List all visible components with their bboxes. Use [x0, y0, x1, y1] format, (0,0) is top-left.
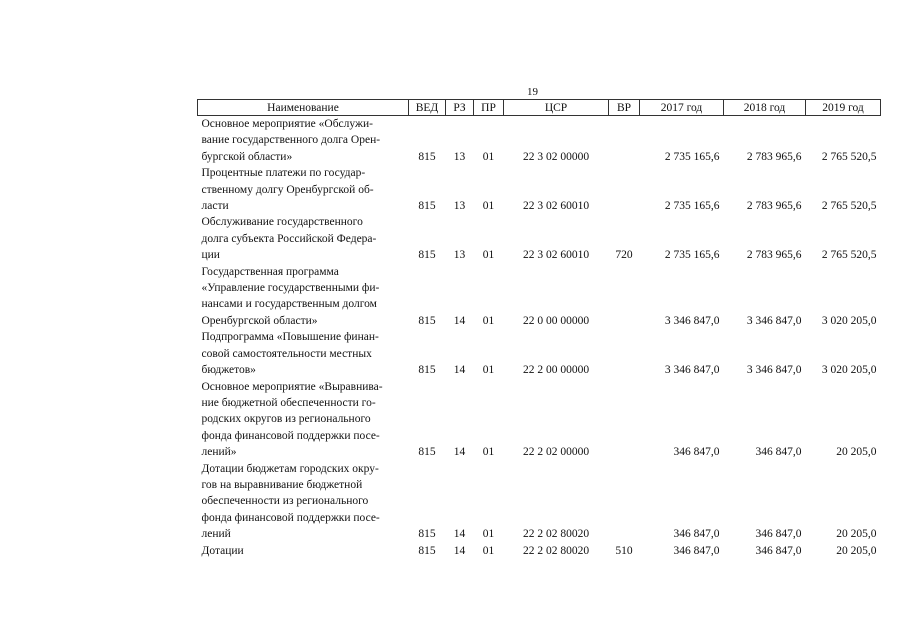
name-line: долга субъекта Российской Федера-	[201, 232, 377, 245]
cell-pr: 01	[482, 249, 495, 262]
name-line: ние бюджетной обеспеченности го-	[201, 396, 376, 409]
cell-2017: 2 735 165,6	[664, 200, 720, 213]
cell-pr: 01	[482, 528, 495, 541]
cell-ved: 815	[418, 150, 436, 163]
table-body	[198, 116, 881, 559]
cell-pr: 01	[482, 314, 495, 327]
cell-2017: 3 346 847,0	[664, 314, 720, 327]
name-line: ласти	[201, 200, 229, 213]
cell-2018: 3 346 847,0	[746, 314, 802, 327]
cell-csr: 22 2 02 80020	[522, 528, 590, 541]
cell-csr: 22 3 02 00000	[522, 150, 590, 163]
name-line: гов на выравнивание бюджетной	[201, 478, 363, 491]
cell-name	[198, 264, 409, 330]
cell-ved: 815	[418, 446, 436, 459]
table-header-row	[198, 100, 881, 116]
name-line: ственному долгу Оренбургской об-	[201, 183, 374, 196]
name-line: родских округов из регионального	[201, 413, 371, 426]
name-line: совой самостоятельности местных	[201, 347, 372, 360]
cell-2018: 2 783 965,6	[746, 200, 802, 213]
name-line: Дотации бюджетам городских окру-	[201, 462, 379, 475]
cell-vr	[609, 165, 640, 214]
cell-rz: 13	[453, 200, 466, 213]
name-line: фонда финансовой поддержки посе-	[201, 511, 380, 524]
cell-pr: 01	[482, 364, 495, 377]
cell-ved: 815	[418, 200, 436, 213]
cell-2018: 346 847,0	[755, 528, 802, 541]
table-row	[198, 116, 881, 166]
name-line: лений	[201, 528, 231, 541]
cell-2017: 2 735 165,6	[664, 150, 720, 163]
name-line: Основное мероприятие «Обслужи-	[201, 118, 373, 130]
budget-table	[197, 99, 881, 559]
cell-name	[198, 165, 409, 214]
cell-pr: 01	[482, 200, 495, 213]
cell-2018: 346 847,0	[755, 446, 802, 459]
header-rz: РЗ	[446, 100, 474, 116]
cell-2019: 3 020 205,0	[821, 314, 877, 327]
name-line: Обслуживание государственного	[201, 216, 363, 229]
name-line: обеспеченности из регионального	[201, 495, 369, 508]
table-row	[198, 264, 881, 330]
name-line: лений»	[201, 446, 237, 459]
cell-name	[198, 379, 409, 461]
cell-vr	[609, 329, 640, 378]
cell-ved: 815	[418, 528, 436, 541]
cell-2018: 346 847,0	[755, 544, 802, 557]
cell-name	[198, 116, 409, 166]
cell-rz: 14	[453, 364, 466, 377]
name-line: Дотации	[201, 544, 244, 557]
cell-rz: 14	[453, 446, 466, 459]
table-row	[198, 379, 881, 461]
cell-2017: 3 346 847,0	[664, 364, 720, 377]
table-row	[198, 461, 881, 543]
cell-2019: 2 765 520,5	[821, 249, 877, 262]
table-row	[198, 165, 881, 214]
header-2019: 2019 год	[806, 100, 881, 116]
cell-2019: 20 205,0	[836, 528, 877, 541]
cell-2018: 2 783 965,6	[746, 150, 802, 163]
cell-2019: 20 205,0	[836, 544, 877, 557]
cell-rz: 13	[453, 249, 466, 262]
cell-2017: 346 847,0	[673, 446, 720, 459]
cell-name	[198, 214, 409, 263]
cell-csr: 22 3 02 60010	[522, 200, 590, 213]
cell-csr: 22 2 02 00000	[522, 446, 590, 459]
cell-ved: 815	[418, 249, 436, 262]
cell-csr: 22 2 02 80020	[522, 544, 590, 557]
cell-rz: 14	[453, 528, 466, 541]
header-2018: 2018 год	[724, 100, 806, 116]
cell-csr: 22 3 02 60010	[522, 249, 590, 262]
name-line: нансами и государственным долгом	[201, 298, 377, 311]
name-line: ции	[201, 249, 220, 262]
table-row	[198, 214, 881, 263]
cell-vr: 720	[615, 249, 633, 262]
cell-2019: 20 205,0	[836, 446, 877, 459]
cell-2017: 2 735 165,6	[664, 249, 720, 262]
cell-2017: 346 847,0	[673, 528, 720, 541]
name-line: Процентные платежи по государ-	[201, 167, 366, 180]
header-pr: ПР	[474, 100, 504, 116]
name-line: Оренбургской области»	[201, 314, 318, 327]
cell-2018: 3 346 847,0	[746, 364, 802, 377]
cell-ved: 815	[418, 544, 436, 557]
header-csr: ЦСР	[504, 100, 609, 116]
header-name: Наименование	[198, 100, 409, 116]
cell-name	[198, 461, 409, 543]
header-vr: ВР	[609, 100, 640, 116]
name-line: Подпрограмма «Повышение финан-	[201, 331, 379, 344]
cell-2019: 2 765 520,5	[821, 200, 877, 213]
cell-2018: 2 783 965,6	[746, 249, 802, 262]
name-line: фонда финансовой поддержки посе-	[201, 429, 380, 442]
cell-csr: 22 2 00 00000	[522, 364, 590, 377]
cell-vr: 510	[615, 544, 633, 557]
cell-vr	[609, 461, 640, 543]
cell-rz: 14	[453, 314, 466, 327]
cell-ved: 815	[418, 364, 436, 377]
cell-vr	[609, 379, 640, 461]
cell-pr: 01	[482, 544, 495, 557]
name-line: вание государственного долга Орен-	[201, 134, 381, 147]
cell-csr: 22 0 00 00000	[522, 314, 590, 327]
cell-pr: 01	[482, 150, 495, 163]
cell-name	[198, 543, 409, 559]
table-row	[198, 543, 881, 559]
cell-pr: 01	[482, 446, 495, 459]
cell-2019: 2 765 520,5	[821, 150, 877, 163]
name-line: «Управление государственными фи-	[201, 282, 380, 295]
cell-2017: 346 847,0	[673, 544, 720, 557]
header-ved: ВЕД	[409, 100, 446, 116]
cell-vr	[609, 116, 640, 166]
cell-vr	[609, 264, 640, 330]
cell-name	[198, 329, 409, 378]
page-number: 19	[527, 86, 538, 98]
name-line: бургской области»	[201, 150, 293, 163]
name-line: бюджетов»	[201, 364, 256, 377]
cell-rz: 14	[453, 544, 466, 557]
name-line: Государственная программа	[201, 265, 339, 278]
cell-rz: 13	[453, 150, 466, 163]
table-row	[198, 329, 881, 378]
name-line: Основное мероприятие «Выравнива-	[201, 380, 383, 393]
header-2017: 2017 год	[640, 100, 724, 116]
cell-2019: 3 020 205,0	[821, 364, 877, 377]
cell-ved: 815	[418, 314, 436, 327]
